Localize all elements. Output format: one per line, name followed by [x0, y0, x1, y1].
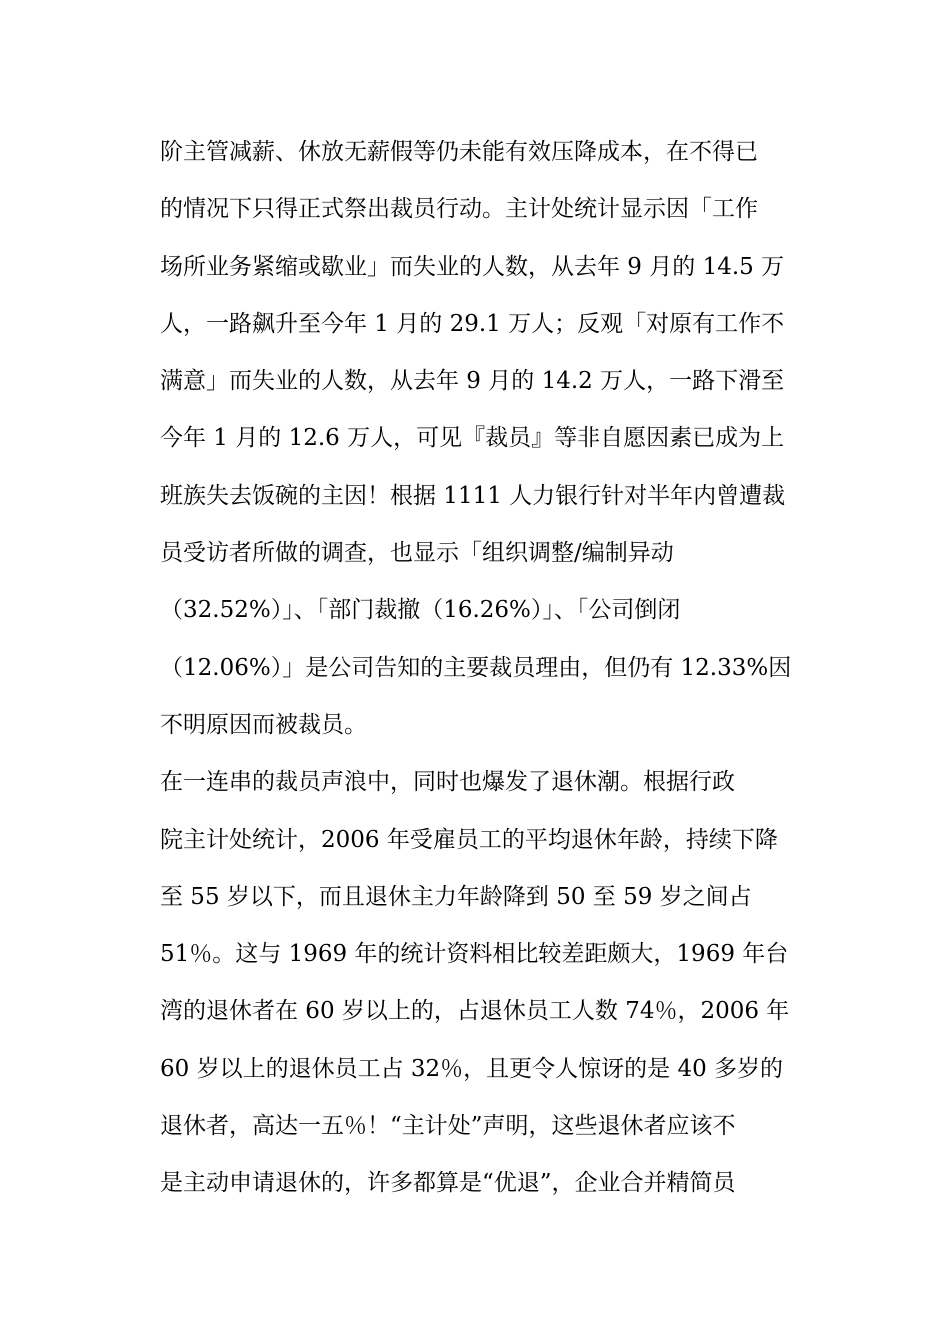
text-line: 60 岁以上的退休员工占 32％，且更令人惊讶的是 40 多岁的 [160, 1055, 784, 1082]
text-line: 员受访者所做的调查，也显示「组织调整/编制异动 [160, 540, 674, 567]
text-line: 今年 1 月的 12.6 万人，可见『裁员』等非自愿因素已成为上 [160, 425, 785, 452]
text-line: 阶主管减薪、休放无薪假等仍未能有效压降成本，在不得已 [160, 139, 758, 165]
text-line: （12.06%）」是公司告知的主要裁员理由，但仍有 12.33%因 [160, 654, 792, 681]
text-line: 不明原因而被裁员。 [160, 711, 367, 738]
paragraph-start-line: 在一连串的裁员声浪中，同时也爆发了退休潮。根据行政 [160, 769, 735, 796]
text-line: 退休者，高达一五％！“主计处”声明，这些退休者应该不 [160, 1113, 736, 1140]
text-line: 至 55 岁以下，而且退休主力年龄降到 50 至 59 岁之间占 [160, 883, 752, 910]
text-line: 的情况下只得正式祭出裁员行动。主计处统计显示因「工作 [160, 196, 758, 223]
text-line: 是主动申请退休的，许多都算是“优退”，企业合并精简员 [160, 1170, 736, 1197]
text-line: （32.52%）」、「部门裁撤（16.26%）」、「公司倒闭 [160, 597, 681, 624]
text-line: 51％。这与 1969 年的统计资料相比较差距颇大，1969 年台 [160, 941, 789, 968]
body-text [160, 124, 840, 1213]
text-line: 满意」而失业的人数，从去年 9 月的 14.2 万人，一路下滑至 [160, 368, 785, 395]
text-line: 院主计处统计，2006 年受雇员工的平均退休年龄，持续下降 [160, 826, 778, 853]
text-line: 人，一路飙升至今年 1 月的 29.1 万人；反观「对原有工作不 [160, 310, 785, 337]
text-line: 湾的退休者在 60 岁以上的，占退休员工人数 74％，2006 年 [160, 998, 790, 1025]
text-line: 班族失去饭碗的主因！根据 1111 人力银行针对半年内曾遭裁 [160, 482, 786, 509]
text-line: 场所业务紧缩或歇业」而失业的人数，从去年 9 月的 14.5 万 [160, 253, 785, 280]
